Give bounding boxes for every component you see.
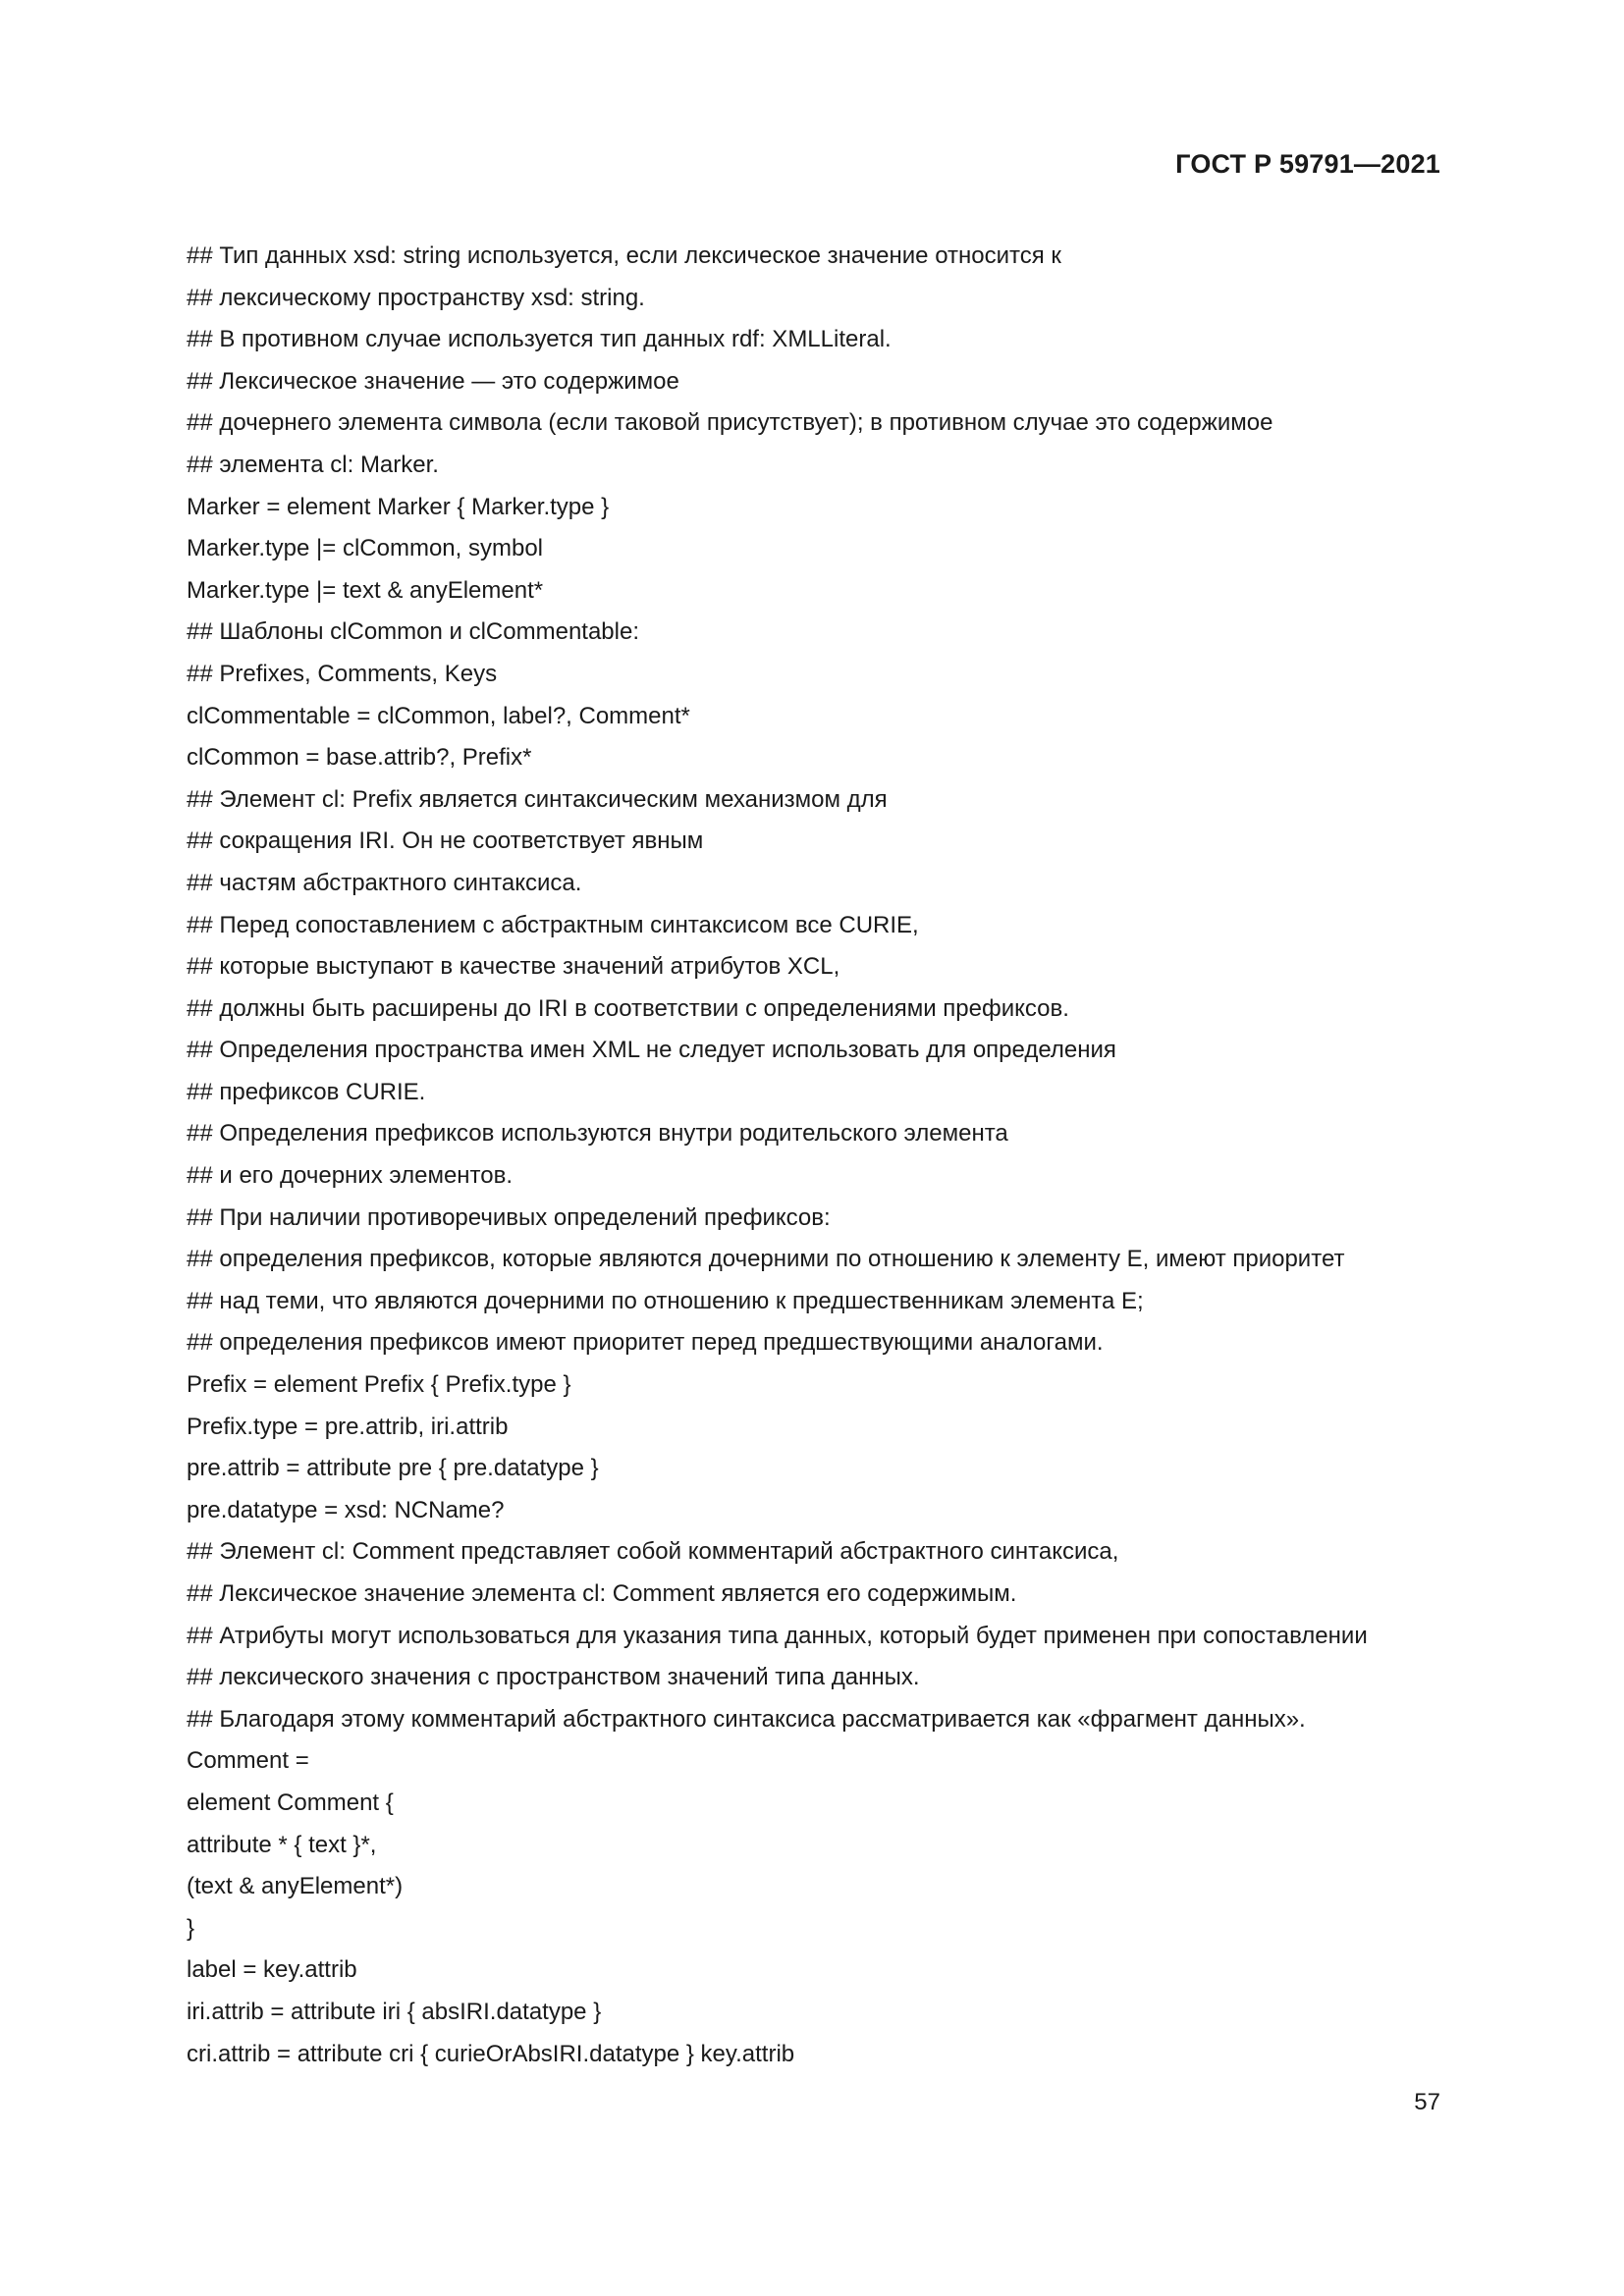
document-body [187, 236, 1463, 2075]
text-line: ## Тип данных xsd: string используется, если лексическое значение относится к [187, 242, 1061, 269]
text-line: ## сокращения IRI. Он не соответствует явным [187, 828, 704, 855]
text-line: ## Элемент cl: Prefix является синтаксическим механизмом для [187, 785, 888, 813]
text-line: ## частям абстрактного синтаксиса. [187, 869, 582, 896]
text-line: ## префиксов CURIE. [187, 1078, 426, 1105]
text-line: label = key.attrib [187, 1956, 357, 1984]
text-line: pre.attrib = attribute pre { pre.datatype } [187, 1455, 599, 1482]
text-line: ## и его дочерних элементов. [187, 1162, 514, 1190]
text-line: ## определения префиксов имеют приоритет перед предшествующими аналогами. [187, 1329, 1104, 1357]
text-line: iri.attrib = attribute iri { absIRI.datatype } [187, 1998, 602, 2025]
text-line: } [187, 1914, 195, 1942]
text-line: element Comment { [187, 1789, 394, 1816]
text-line: (text & anyElement*) [187, 1873, 404, 1900]
text-line: ## дочернего элемента символа (если таковой присутствует); в противном случае это содержимое [187, 409, 1273, 437]
text-line: ## Определения пространства имен XML не следует использовать для определения [187, 1037, 1116, 1064]
text-line: ## должны быть расширены до IRI в соответствии с определениями префиксов. [187, 994, 1069, 1022]
text-line: ## Атрибуты могут использоваться для указания типа данных, который будет применен при сопоставлении [187, 1622, 1368, 1649]
page-header-standard-id: ГОСТ Р 59791—2021 [1175, 149, 1440, 179]
text-line: Prefix = element Prefix { Prefix.type } [187, 1371, 571, 1399]
text-line: ## лексическому пространству xsd: string. [187, 284, 645, 311]
text-line: ## Лексическое значение элемента cl: Comment является его содержимым. [187, 1580, 1017, 1607]
text-line: ## Шаблоны clCommon и clCommentable: [187, 618, 640, 646]
text-line: ## Благодаря этому комментарий абстрактного синтаксиса рассматривается как «фрагмент данных». [187, 1705, 1306, 1733]
text-line: ## которые выступают в качестве значений атрибутов XCL, [187, 953, 840, 981]
text-line: ## элемента cl: Marker. [187, 451, 439, 478]
text-line: clCommon = base.attrib?, Prefix* [187, 744, 532, 772]
text-line: ## Определения префиксов используются внутри родительского элемента [187, 1120, 1008, 1148]
text-line: ## Лексическое значение — это содержимое [187, 367, 679, 395]
text-line: Comment = [187, 1747, 309, 1775]
text-line: ## лексического значения с пространством значений типа данных. [187, 1664, 920, 1691]
text-line: attribute * { text }*, [187, 1831, 377, 1858]
text-line: ## определения префиксов, которые являются дочерними по отношению к элементу E, имеют приоритет [187, 1246, 1345, 1273]
text-line: Marker.type |= text & anyElement* [187, 576, 544, 604]
text-line: ## При наличии противоречивых определений префиксов: [187, 1203, 831, 1231]
text-line: ## Перед сопоставлением с абстрактным синтаксисом все CURIE, [187, 911, 919, 938]
text-line: ## В противном случае используется тип данных rdf: XMLLiteral. [187, 326, 892, 353]
text-line: ## над теми, что являются дочерними по отношению к предшественникам элемента E; [187, 1287, 1144, 1314]
text-line: Prefix.type = pre.attrib, iri.attrib [187, 1413, 509, 1440]
text-line: ## Prefixes, Comments, Keys [187, 660, 498, 687]
text-line: Marker = element Marker { Marker.type } [187, 493, 610, 520]
text-line: ## Элемент cl: Comment представляет собой комментарий абстрактного синтаксиса, [187, 1538, 1119, 1566]
text-line: pre.datatype = xsd: NCName? [187, 1496, 505, 1523]
page-number: 57 [1414, 2089, 1440, 2115]
text-line: Marker.type |= clCommon, symbol [187, 535, 544, 562]
text-line: clCommentable = clCommon, label?, Comment* [187, 702, 690, 729]
text-line: cri.attrib = attribute cri { curieOrAbsIRI.datatype } key.attrib [187, 2040, 795, 2067]
